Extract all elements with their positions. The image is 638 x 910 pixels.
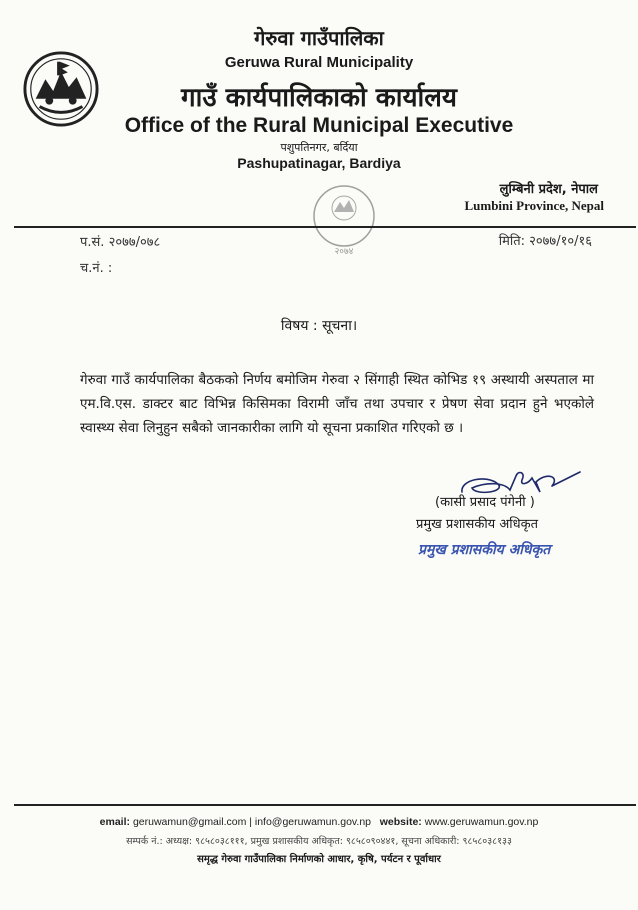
reference-number: प.सं. २०७७/०७८: [80, 235, 161, 250]
office-seal-stamp: [296, 178, 392, 260]
office-name-english: Office of the Rural Municipal Executive: [124, 114, 514, 137]
location-english: Pashupatinagar, Bardiya: [237, 155, 401, 171]
footer-slogan: समृद्ध गेरुवा गाउँपालिका निर्माणको आधार, कृषि, पर्यटन र पूर्वाधार: [197, 854, 441, 865]
letter-date: मिति: २०७७/१०/१६: [498, 234, 592, 249]
header-divider: [14, 226, 636, 228]
signatory-name: (कासी प्रसाद पंगेनी ): [435, 495, 535, 510]
municipality-name-nepali: गेरुवा गाउँपालिका: [254, 26, 384, 50]
location-nepali: पशुपतिनगर, बर्दिया: [280, 141, 358, 154]
notice-body: गेरुवा गाउँ कार्यपालिका बैठकको निर्णय बमोजिम गेरुवा २ सिंगाही स्थित कोभिड १९ अस्थायी अस्पताल मा एम.वि.एस. डाक्टर बाट विभिन्न किसिमका विरामी जाँच तथा उपचार र प्रेषण सेवा प्रदान हुने भएकोले स्वास्थ्य सेवा लिनुहुन सबैको जानकारीका लागि यो सूचना प्रकाशित गरिएको छ ।: [80, 372, 594, 436]
stamp-year: २०७४: [334, 247, 354, 257]
subject-line: विषय : सूचना।: [280, 318, 358, 334]
footer-phone-numbers: सम्पर्क नं.: अध्यक्ष: ९८५८०३८१११, प्रमुख प्रशासकीय अधिकृत: ९८५८०९०४४१, सूचना अधिकारी: ९८५८०३८१३३: [126, 836, 512, 847]
signatory-title: प्रमुख प्रशासकीय अधिकृत: [416, 517, 539, 532]
footer-website[interactable]: www.geruwamun.gov.np: [424, 816, 539, 828]
office-name-nepali: गाउँ कार्यपालिकाको कार्यालय: [181, 83, 457, 113]
footer-contact-line: [0, 816, 638, 828]
footer-emails[interactable]: geruwamun@gmail.com | info@geruwamun.gov.np: [132, 816, 371, 828]
province-nepali: लुम्बिनी प्रदेश, नेपाल: [499, 182, 598, 197]
website-label: website:: [379, 816, 422, 828]
designation-stamp: प्रमुख प्रशासकीय अधिकृत: [418, 542, 551, 558]
dispatch-number: च.नं. :: [80, 261, 113, 276]
municipality-name-english: Geruwa Rural Municipality: [224, 54, 414, 71]
email-label: email:: [99, 816, 131, 828]
province-english: Lumbini Province, Nepal: [464, 198, 604, 213]
footer-divider: [14, 804, 636, 806]
